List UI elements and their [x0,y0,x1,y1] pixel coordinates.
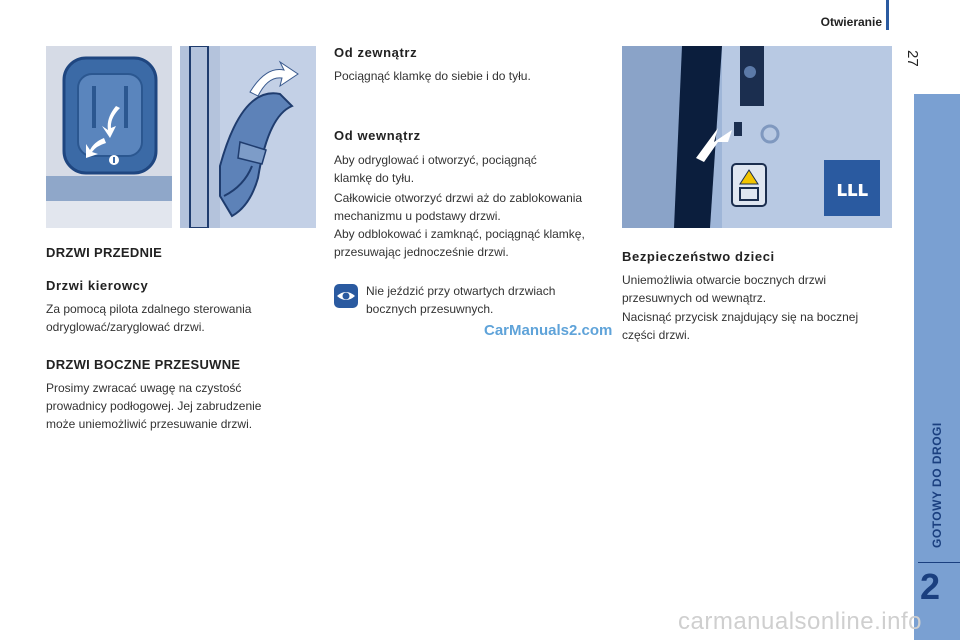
illustration-inside-handle [180,46,316,228]
text-line: Uniemożliwia otwarcie bocznych drzwi [622,273,827,287]
svg-text:ւււ: ւււ [836,177,868,202]
heading-child-safety: Bezpieczeństwo dzieci [622,249,775,264]
text-line: może uniemożliwić przesuwanie drzwi. [46,417,253,431]
heading-sliding-doors: DRZWI BOCZNE PRZESUWNE [46,357,241,372]
illustration-door-handle-key [46,46,172,228]
paragraph-sliding-doors [46,379,261,433]
text-line: odryglować/zaryglować drzwi. [46,320,205,334]
heading-from-inside: Od wewnątrz [334,128,421,143]
chapter-label: GOTOWY DO DROGI [930,422,944,548]
text-line: części drzwi. [622,328,691,342]
text-line: Aby odblokować i zamknąć, pociągnąć klamkę, [334,227,585,241]
chapter-sidebar [914,94,960,640]
header-rule [886,0,889,30]
text-line: Aby odryglować i otworzyć, pociągnąć [334,153,537,167]
text-line: Prosimy zwracać uwagę na czystość [46,381,242,395]
text-line: klamkę do tyłu. [334,171,415,185]
text-line: przesuwając jednocześnie drzwi. [334,245,509,259]
text-line: prowadnicy podłogowej. Jej zabrudzenie [46,399,262,413]
text-line: bocznych przesuwnych. [366,302,494,316]
watermark-carmanuals2: CarManuals2.com [484,322,613,339]
running-header-title: Otwieranie [820,15,882,29]
chapter-divider [918,562,960,563]
paragraph-inside-unlock [334,151,537,187]
text-line: Całkowicie otworzyć drzwi aż do zablokowania [334,191,583,205]
text-line: mechanizmu u podstawy drzwi. [334,209,501,223]
page-number: 27 [904,50,921,67]
paragraph-inside-close [334,225,585,261]
watermark-carmanualsonline: carmanualsonline.info [678,608,922,635]
eye-icon [334,284,358,308]
paragraph-inside-open [334,189,582,225]
heading-driver-door: Drzwi kierowcy [46,278,149,293]
text-line: Nacisnąć przycisk znajdujący się na bocznej [622,310,859,324]
paragraph-child-safety-1 [622,271,826,307]
paragraph-driver-door [46,300,251,336]
heading-from-outside: Od zewnątrz [334,45,418,60]
text-line: Nie jeździć przy otwartych drzwiach [366,284,556,298]
chapter-number: 2 [920,566,941,607]
heading-front-doors: DRZWI PRZEDNIE [46,245,163,260]
text-line: Za pomocą pilota zdalnego sterowania [46,302,252,316]
paragraph-child-safety-2 [622,308,858,344]
text-line: przesuwnych od wewnątrz. [622,291,767,305]
illustration-child-lock [622,46,892,228]
paragraph-from-outside: Pociągnąć klamkę do siebie i do tyłu. [334,69,531,83]
notice-text [366,282,555,318]
